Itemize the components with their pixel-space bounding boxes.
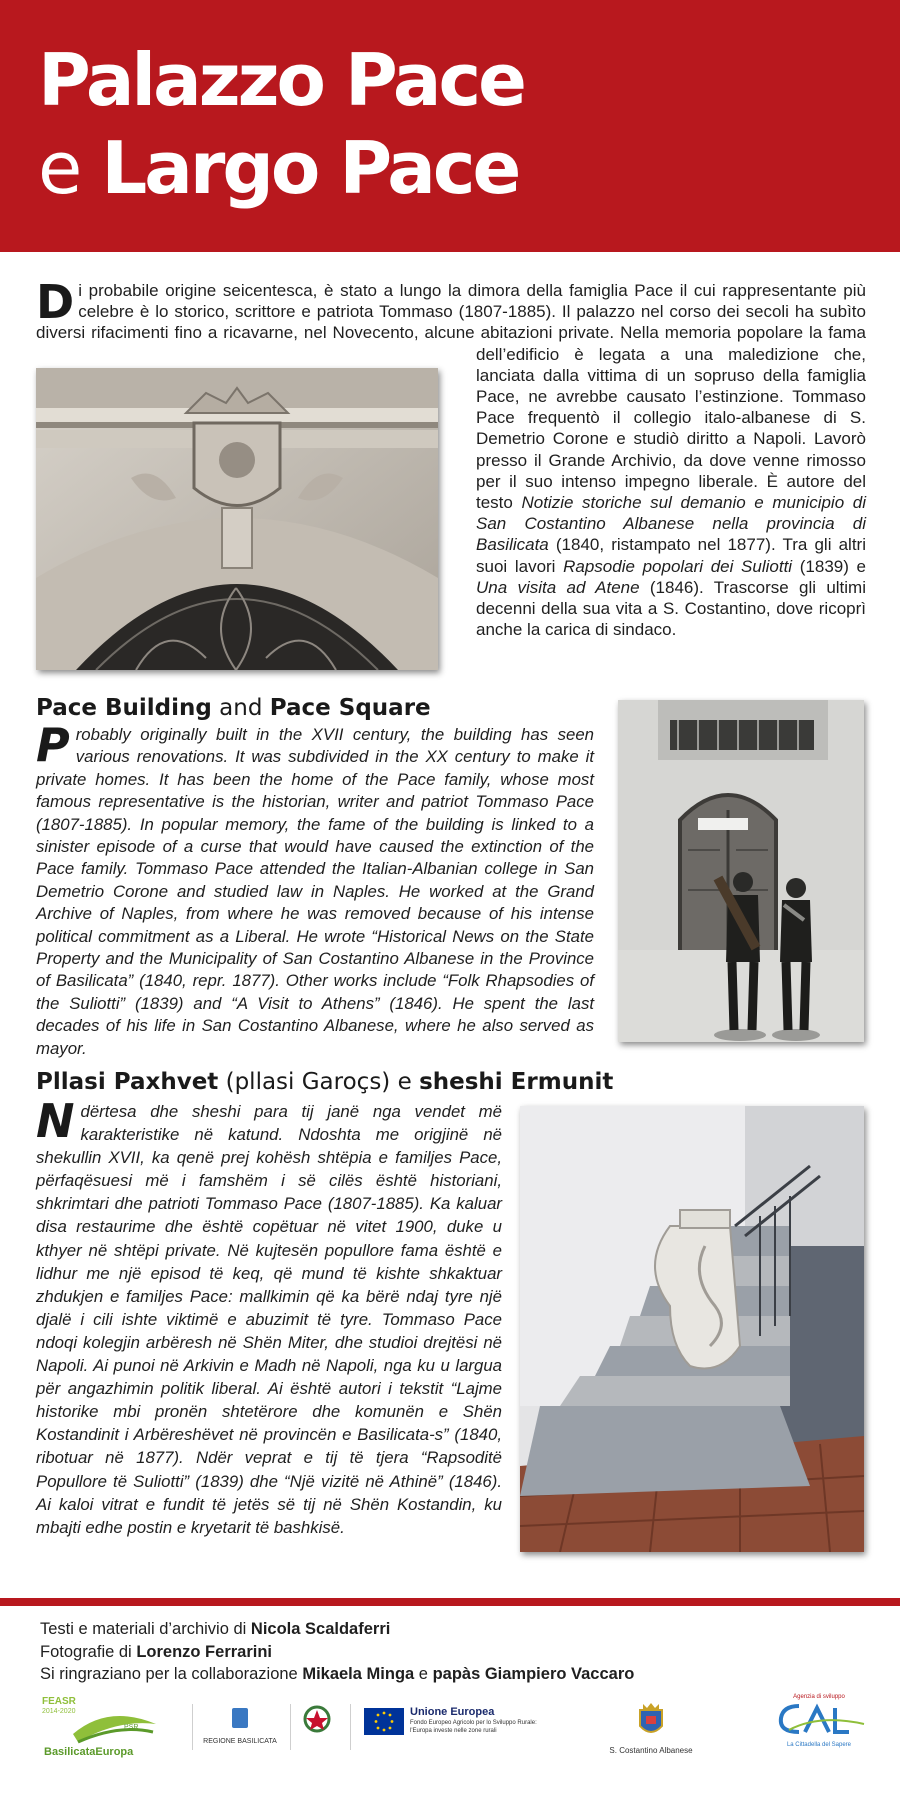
credits-thanks-line (40, 1663, 634, 1686)
english-title-bold-2: Pace Square (269, 695, 431, 721)
english-title-and: and (211, 695, 270, 721)
title-line-1: Palazzo Pace (38, 38, 524, 122)
eu-subtitle-2: l'Europa investe nelle zone rurali (410, 1728, 497, 1734)
credits-thanks-label: Si ringraziano per la collaborazione (40, 1665, 303, 1683)
staircase-photo (520, 1106, 864, 1552)
portal-coat-of-arms-photo (36, 368, 438, 670)
albanian-section-title (36, 1068, 613, 1096)
credits-label: Testi e materiali d’archivio di (40, 1620, 251, 1638)
comune-crest-icon (636, 1702, 666, 1740)
albanian-dropcap: N (36, 1094, 75, 1148)
albanian-title-bold-1: Pllasi Paxhvet (36, 1069, 219, 1095)
gal-logo (764, 1694, 874, 1754)
feasr-label: FEASR (42, 1696, 76, 1707)
gal-name: La Cittadella del Sapere (786, 1742, 852, 1748)
feasr-years: 2014-2020 (42, 1708, 76, 1715)
english-dropcap: P (36, 718, 70, 772)
eu-title: Unione Europea (410, 1706, 495, 1718)
eu-subtitle-1: Fondo Europeo Agricolo per lo Sviluppo Rurale: (410, 1720, 537, 1726)
comune-logo (596, 1702, 706, 1762)
albanian-title-bold-2: sheshi Ermunit (419, 1069, 614, 1095)
comune-label: S. Costantino Albanese (609, 1746, 693, 1755)
gal-agency-label: Agenzia di sviluppo (793, 1694, 845, 1700)
title-line-2-bold: Largo Pace (101, 126, 519, 210)
italian-book-title-1: Notizie storiche sul demanio e municipio di San Costantino Albanese nella provincia di Basilicata (476, 493, 866, 555)
feasr-logo (38, 1694, 158, 1764)
footer-divider (0, 1598, 900, 1606)
logo-divider (192, 1704, 193, 1750)
logo-divider (350, 1704, 351, 1750)
italian-intro-text: i probabile origine seicentesca, è stato a lungo la dimora della famiglia Pace il cui rappresentante più celebre è lo storico, scrittore e patriota Tommaso (1807-1885). Il palazzo nel corso dei secoli ha subìto diversi rifacimenti fino a ricavarne, nel Novecento, alcune abitazioni private. Nella memoria (36, 281, 866, 343)
italian-wrap-text-4: (1846). Trascorse gli ultimi decenni della sua vita a S. Costantino, dove ricoprì anche la carica di sindaco. (476, 577, 866, 640)
eu-logo (364, 1708, 554, 1748)
italian-dropcap: D (36, 275, 75, 329)
english-text-block (36, 718, 594, 1060)
feasr-name: BasilicataEuropa (44, 1746, 134, 1758)
regione-shield-icon (232, 1708, 248, 1728)
italian-wrap-text-1: popolare la fama dell’edificio è legata a una maledizione che, lanciata dalla vittima di un sopruso della famiglia Pace, ne avrebbe causato l’estinzione. Tommaso Pace frequentò il collegio italo-albanese di S. Demetrio Corone e studiò diritto a Napoli. Lavorò presso il Grande Archivio, da dove venne rimosso per il suo intenso impegno liberale. È autore del testo (476, 323, 866, 513)
title-line-2 (38, 124, 524, 212)
credits-author: Nicola Scaldaferri (250, 1620, 391, 1638)
credits-thanks-person-2: papàs Giampiero Vaccaro (432, 1665, 635, 1683)
credits-photographer: Lorenzo Ferrarini (136, 1642, 273, 1661)
sponsor-logos-row (0, 1690, 900, 1790)
albanian-text-block (36, 1094, 502, 1539)
gal-mark-icon (769, 1702, 869, 1738)
italian-book-title-2: Rapsodie popolari dei Suliotti (563, 556, 793, 576)
credits-thanks-person-1: Mikaela Minga (302, 1665, 415, 1683)
historic-musicians-photo (618, 700, 864, 1042)
english-section-title (36, 694, 431, 722)
albanian-title-mid: (pllasi Garoçs) e (218, 1069, 420, 1095)
credits-photo-line (40, 1641, 634, 1664)
title-conjunction: e (38, 126, 80, 210)
credits-block (40, 1618, 634, 1686)
credits-text-line (40, 1618, 634, 1641)
logo-divider (290, 1704, 291, 1750)
regione-label: REGIONE BASILICATA (203, 1738, 277, 1745)
italian-republic-emblem-icon (302, 1704, 332, 1734)
header-banner (0, 0, 900, 252)
regione-basilicata-logo (200, 1708, 280, 1758)
credits-thanks-and: e (414, 1665, 433, 1683)
page-title (38, 36, 524, 212)
eu-flag-icon (364, 1708, 404, 1735)
credits-photo-label: Fotografie di (40, 1642, 137, 1661)
italian-book-title-3: Una visita ad Atene (476, 577, 640, 597)
italian-wrap-text-3: (1839) e (792, 556, 866, 576)
english-text: robably originally built in the XVII century, the building has seen various renovations. It was subdivided in the XX century to make it private homes. It has been the home of the Pace family, whose most famous representative is the historian, writer and patriot Tommaso Pace (1807-1885). In popular memory, the fame of the building is linked to a sinister episode of a curse that would have caused the extinction of the Pace family. Tommaso Pace attended the Italian-Albanian college in San Demetrio Corone and studied law in Naples. He worked at the Grand Archive of Naples, from where he was removed because of his intense political commitment as a Liberal. He wrote “Historical News on the State Property and the Municipality of San Costantino Albanese in the Province of Basilicata” (1840, repr. 1877). Other works include “Folk Rhapsodies of the Suliotti” (1839) and “A Visit to Athens” (1846). He spent the last decades of his life in San Costantino Albanese, where he also served as mayor. (36, 725, 594, 1058)
albanian-text: dërtesa dhe sheshi para tij janë nga vendet më karakteristike në katund. Ndoshta me origjinë në shekullin XVII, ka qenë prej kohësh shtëpia e familjes Pace, përfaqësuesi më i famshëm i së cilës është historiani, shkrimtari dhe patrioti Tommaso Pace (1807-1885). Ka kaluar disa restaurime dhe është copëtuar në vitet 1900, duke u kthyer në shtëpi private. Në kujtesën popullore fama është e lidhur me një episod të keq, që mund të kishte shkaktuar zhdukjen e familjes Pace: mallkimin që ka bërë ndaj tyre një djalë i cili ishte viktimë e abuzimit të tyre. Tommaso Pace ndoqi kolegjin arbëresh në Shën Miter, dhe studioi drejtësi në Napoli. Ai punoi në Arkivin e Madh në Napoli, nga ku u largua për angazhimin politik liberal. Ai është autori i tekstit “Lajme historike mbi pronën shtetërore dhe komunën e Shën Kostandinit i Arbëreshëvet në provincën e Basilicata-s” (1840, ribotuar në 1877). Ndër veprat e tij të tjera “Rapsoditë Popullore të Suliotti” (1839) dhe “Një vizitë në Athinë” (1846). Ai kaloi vitrat e fundit të jetës së tij në Shën Kostandin, ku mbajti edhe postin e kryetarit të bashkisë. (36, 1102, 502, 1537)
italian-wrap-text-2: (1840, ristampato nel 1877). Tra gli altri suoi lavori (476, 535, 866, 576)
english-title-bold-1: Pace Building (36, 695, 212, 721)
feasr-psr: PSR (124, 1724, 139, 1731)
